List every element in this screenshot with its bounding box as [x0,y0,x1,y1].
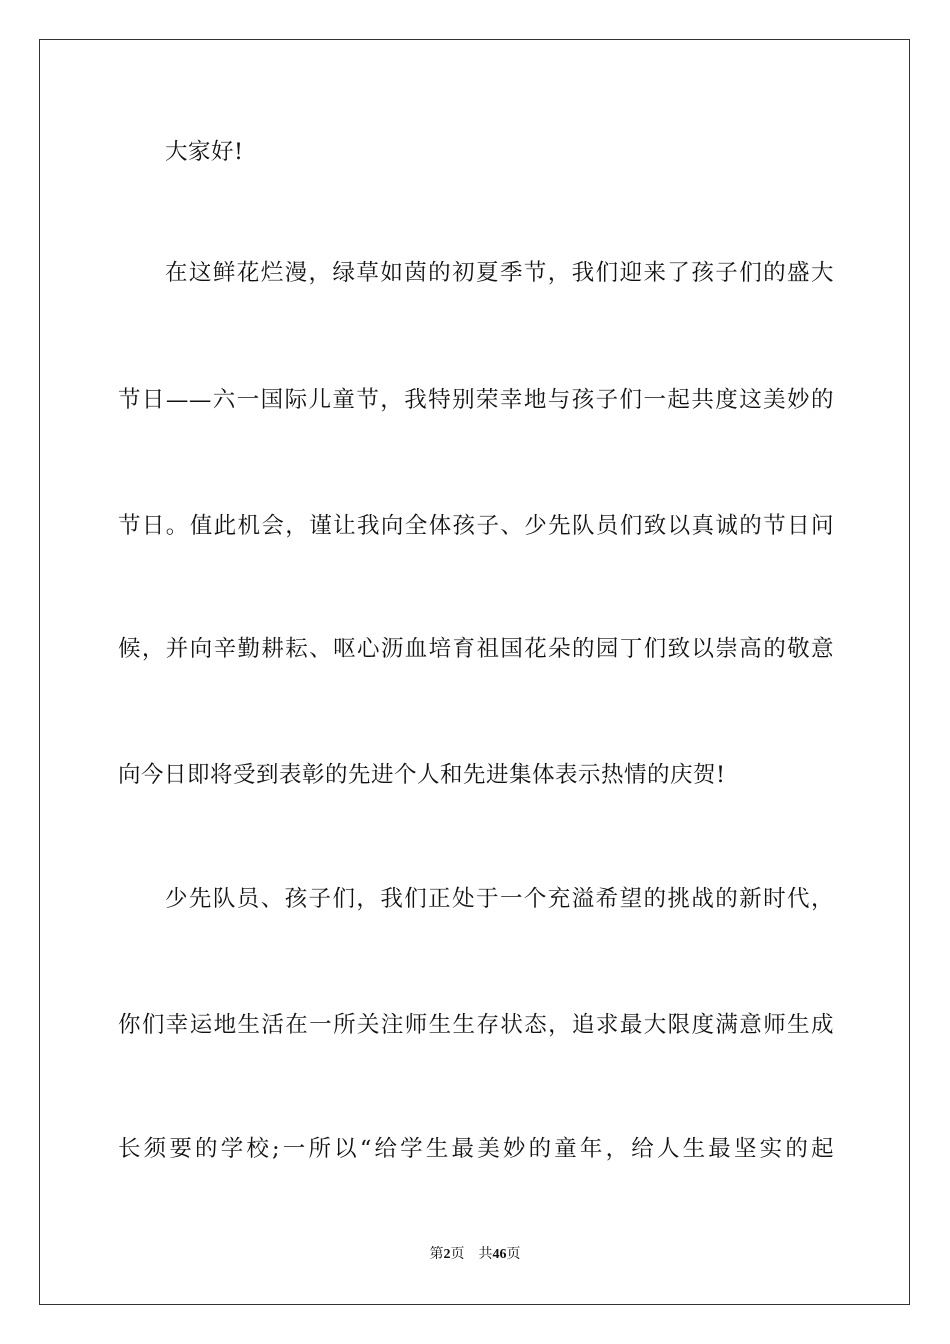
greeting-line: 大家好! [165,139,244,165]
page-footer [0,1245,950,1265]
paragraph-2-line-1: 少先队员、孩子们，我们正处于一个充溢希望的挑战的新时代， [165,886,834,912]
paragraph-1-line-1: 在这鲜花烂漫，绿草如茵的初夏季节，我们迎来了孩子们的盛大 [165,260,834,286]
paragraph-2-line-2: 你们幸运地生活在一所关注师生生存状态，追求最大限度满意师生成 [118,1012,834,1038]
total-pages: 46 [492,1247,507,1262]
paragraph-1-line-2: 节日——六一国际儿童节，我特别荣幸地与孩子们一起共度这美妙的 [118,387,834,413]
page-number: 2 [443,1247,451,1262]
paragraph-2-line-3: 长须要的学校;一所以“给学生最美妙的童年，给人生最坚实的起 [118,1136,834,1162]
page-prefix: 第 [429,1247,444,1262]
total-suffix: 页 [506,1247,521,1262]
page-border [39,39,910,1305]
paragraph-1-line-4: 候，并向辛勤耕耘、呕心沥血培育祖国花朵的园丁们致以崇高的敬意 [118,636,834,662]
page-suffix: 页 [450,1247,465,1262]
total-prefix: 共 [478,1247,493,1262]
paragraph-1-line-5: 向今日即将受到表彰的先进个人和先进集体表示热情的庆贺! [118,762,726,788]
paragraph-1-line-3: 节日。值此机会，谨让我向全体孩子、少先队员们致以真诚的节日问 [118,513,834,539]
